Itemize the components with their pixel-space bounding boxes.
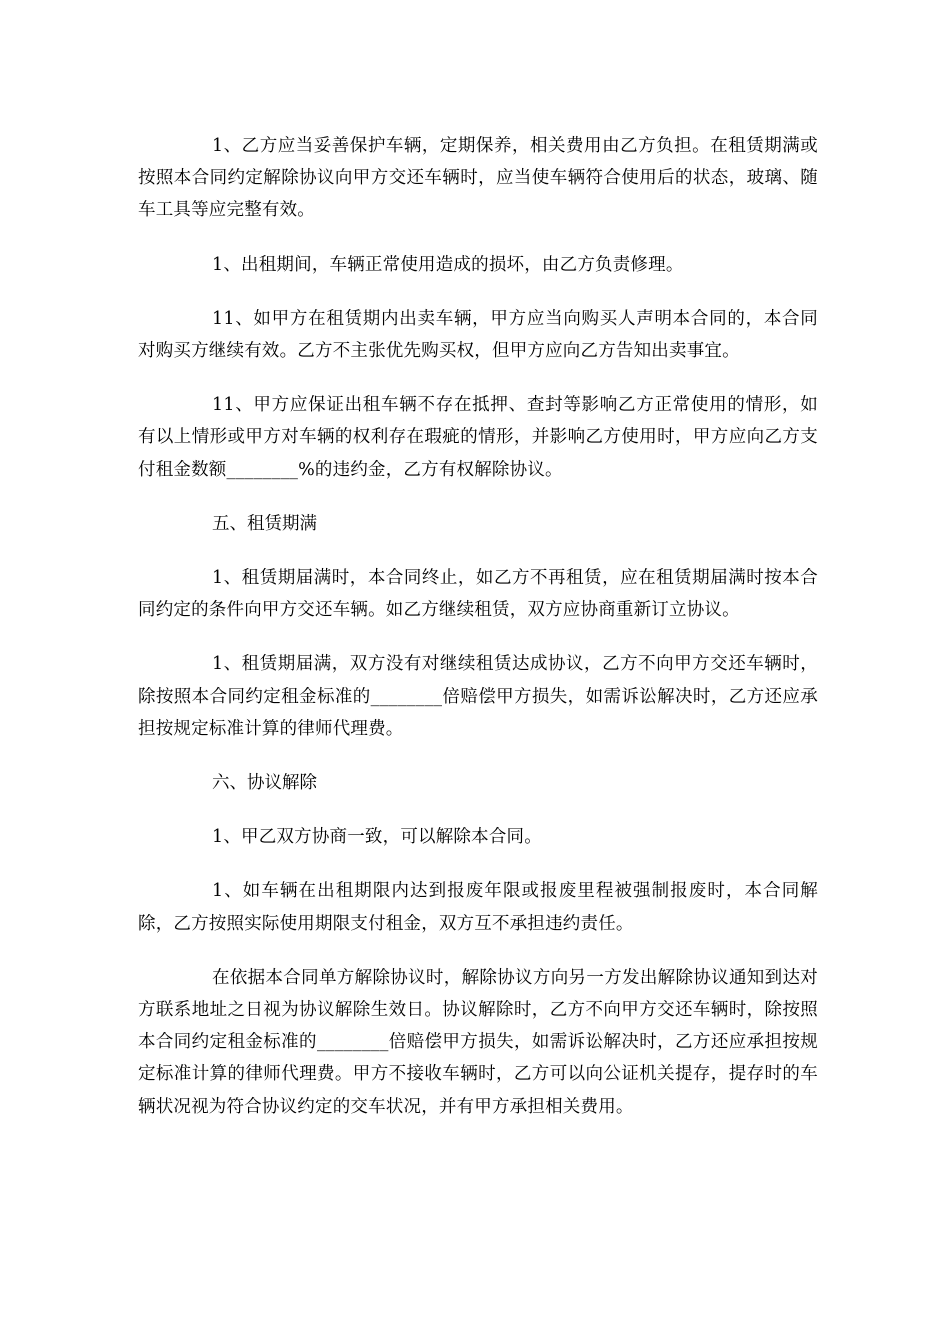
paragraph-lease-termination: 1、租赁期届满时，本合同终止，如乙方不再租赁，应在租赁期届满时按本合同约定的条件向甲方交还车辆。如乙方继续租赁，双方应协商重新订立协议。 xyxy=(138,568,818,621)
paragraph-sale-of-vehicle: 11、如甲方在租赁期内出卖车辆，甲方应当向购买人声明本合同的，本合同对购买方继续有效。乙方不主张优先购买权，但甲方应向乙方告知出卖事宜。 xyxy=(138,308,818,362)
paragraph-no-renewal-compensation: 1、租赁期届满，双方没有对继续租赁达成协议，乙方不向甲方交还车辆时，除按照本合同约定租金标准的________倍赔偿甲方损失，如需诉讼解决时，乙方还应承担按规定标准计算的律师代理费。 xyxy=(138,654,818,739)
paragraph-unilateral-termination: 在依据本合同单方解除协议时，解除协议方向另一方发出解除协议通知到达对方联系地址之日视为协议解除生效日。协议解除时，乙方不向甲方交还车辆时，除按照本合同约定租金标准的________倍赔偿甲方损失，如需诉讼解决时，乙方还应承担按规定标准计算的律师代理费。甲方不接收车辆时，乙方可以向公证机关提存，提存时的车辆状况视为符合协议约定的交车状况，并有甲方承担相关费用。 xyxy=(138,967,818,1117)
section-heading-agreement-termination: 六、协议解除 xyxy=(212,773,317,794)
paragraph-vehicle-maintenance: 1、乙方应当妥善保护车辆，定期保养，相关费用由乙方负担。在租赁期满或按照本合同约定解除协议向甲方交还车辆时，应当使车辆符合使用后的状态，玻璃、随车工具等应完整有效。 xyxy=(138,136,818,221)
document-page xyxy=(138,130,818,1145)
paragraph-vehicle-scrapping: 1、如车辆在出租期限内达到报废年限或报废里程被强制报废时，本合同解除，乙方按照实际使用期限支付租金，双方互不承担违约责任。 xyxy=(138,881,818,934)
section-heading-lease-expiry: 五、租赁期满 xyxy=(212,513,317,534)
paragraph-mutual-termination: 1、甲乙双方协商一致，可以解除本合同。 xyxy=(212,827,542,848)
paragraph-repair-responsibility: 1、出租期间，车辆正常使用造成的损坏，由乙方负责修理。 xyxy=(212,254,684,275)
paragraph-guarantee-no-encumbrance: 11、甲方应保证出租车辆不存在抵押、查封等影响乙方正常使用的情形，如有以上情形或甲方对车辆的权利存在瑕疵的情形，并影响乙方使用时，甲方应向乙方支付租金数额________%的违约金，乙方有权解除协议。 xyxy=(138,395,818,480)
